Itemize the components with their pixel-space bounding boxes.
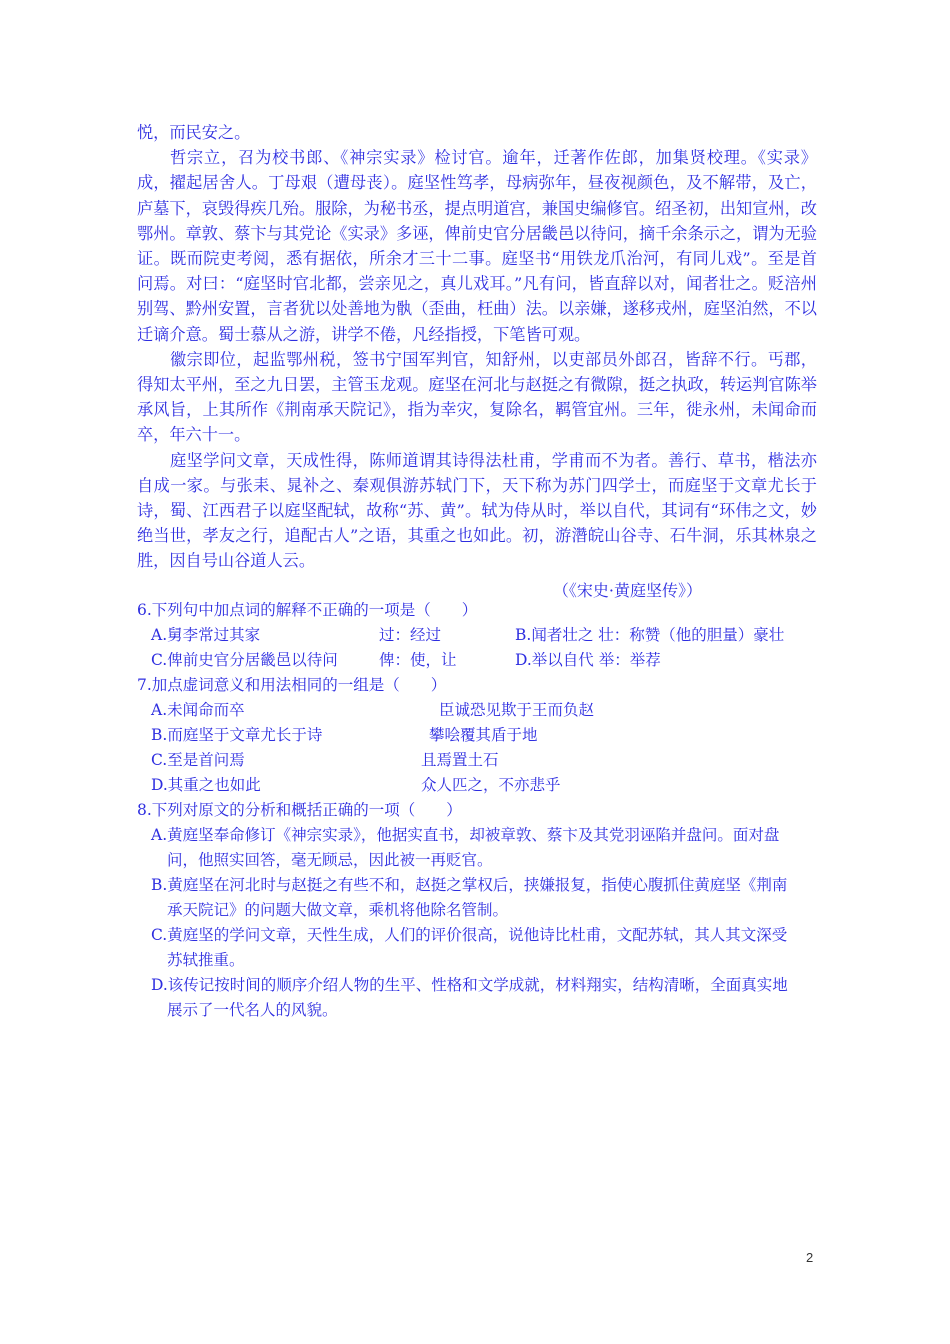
question-7-option-b-left: B.而庭坚于文章尤长于诗	[151, 726, 323, 744]
question-8-option-b: B.黄庭坚在河北时与赵挺之有些不和，赵挺之掌权后，挟嫌报复，指使心腹抓住黄庭坚《荆南	[151, 876, 788, 894]
question-6-option-a-gloss: 过：经过	[379, 626, 442, 644]
passage-source: （《宋史·黄庭坚传》）	[552, 580, 702, 600]
question-8-option-d-continued: 展示了一代名人的风貌。	[167, 1001, 338, 1019]
question-6-option-d: D.举以自代 举：举荐	[515, 651, 661, 669]
question-8-option-d: D.该传记按时间的顺序介绍人物的生平、性格和文学成就，材料翔实，结构清晰，全面真实地	[151, 976, 788, 994]
question-6-option-c-gloss: 俾：使，让	[379, 651, 457, 669]
passage-paragraph-1: 哲宗立，召为校书郎、《神宗实录》检讨官。逾年，迁著作佐郎，加集贤校理。《实录》成，擢起居舍人。丁母艰（遭母丧）。庭坚性笃孝，母病弥年，昼夜视颜色，及不解带，及亡，庐墓下，哀毁得疾几殆。服除，为秘书丞，提点明道宫，兼国史编修官。绍圣初，出知宣州，改鄂州。章敦、蔡卞与其党论《实录》多诬，俾前史官分居畿邑以待问，摘千余条示之，谓为无验证。既而院吏考阅，悉有据依，所余才三十二事。庭坚书“用铁龙爪治河，有同儿戏”。至是首问焉。对曰：“庭坚时官北都，尝亲见之，真儿戏耳。”凡有问，皆直辞以对，闻者壮之。贬涪州别驾、黔州安置，言者犹以处善地为骫（歪曲，枉曲）法。以亲嫌，遂移戎州，庭坚泊然，不以迁谪介意。蜀士慕从之游，讲学不倦，凡经指授，下笔皆可观。	[137, 148, 817, 344]
question-7-option-a-right: 臣诚恐见欺于王而负赵	[439, 701, 595, 719]
passage	[137, 120, 817, 603]
question-8-option-c-continued: 苏轼推重。	[167, 951, 245, 969]
passage-paragraph-0: 悦，而民安之。	[137, 123, 251, 142]
question-7-option-d-right: 众人匹之，不亦悲乎	[421, 776, 561, 794]
question-6-stem: 6.下列句中加点词的解释不正确的一项是（ ）	[137, 601, 478, 619]
question-8-option-c: C.黄庭坚的学问文章，天性生成，人们的评价很高，说他诗比杜甫，文配苏轼，其人其文深受	[151, 926, 788, 944]
passage-paragraph-2: 徽宗即位，起监鄂州税，签书宁国军判官，知舒州，以吏部员外郎召，皆辞不行。丐郡，得知太平州，至之九日罢，主管玉龙观。庭坚在河北与赵挺之有微隙，挺之执政，转运判官陈举承风旨，上其所作《荆南承天院记》，指为幸灾，复除名，羁管宜州。三年，徙永州，未闻命而卒，年六十一。	[137, 349, 817, 445]
question-7-option-b-right: 攀哙覆其盾于地	[429, 726, 538, 744]
question-6-option-c: C.俾前史官分居畿邑以待问	[151, 651, 338, 669]
question-7-option-c-left: C.至是首问焉	[151, 751, 245, 769]
question-7-option-d-left: D.其重之也如此	[151, 776, 261, 794]
page-number: 2	[806, 1250, 814, 1265]
question-8-option-a: A.黄庭坚奉命修订《神宗实录》，他据实直书，却被章敦、蔡卞及其党羽诬陷并盘问。面对盘	[151, 826, 780, 844]
question-8-option-a-continued: 问，他照实回答，毫无顾忌，因此被一再贬官。	[167, 851, 493, 869]
question-6-option-b: B.闻者壮之 壮：称赞（他的胆量）豪壮	[515, 626, 785, 644]
question-7-option-c-right: 且焉置土石	[421, 751, 499, 769]
question-6-option-a: A.舅李常过其家	[151, 626, 261, 644]
question-8-option-b-continued: 承天院记》的问题大做文章，乘机将他除名管制。	[167, 901, 509, 919]
question-7-stem: 7.加点虚词意义和用法相同的一组是（ ）	[137, 676, 447, 694]
question-8-stem: 8.下列对原文的分析和概括正确的一项（ ）	[137, 801, 462, 819]
question-7-option-a-left: A.未闻命而卒	[151, 701, 245, 719]
passage-paragraph-3: 庭坚学问文章，天成性得，陈师道谓其诗得法杜甫，学甫而不为者。善行、草书，楷法亦自成一家。与张耒、晁补之、秦观俱游苏轼门下，天下称为苏门四学士，而庭坚于文章尤长于诗，蜀、江西君子以庭坚配轼，故称“苏、黄”。轼为侍从时，举以自代，其词有“环伟之文，妙绝当世，孝友之行，追配古人”之语，其重之也如此。初，游濳皖山谷寺、石牛洞，乐其林泉之胜，因自号山谷道人云。	[137, 450, 817, 571]
